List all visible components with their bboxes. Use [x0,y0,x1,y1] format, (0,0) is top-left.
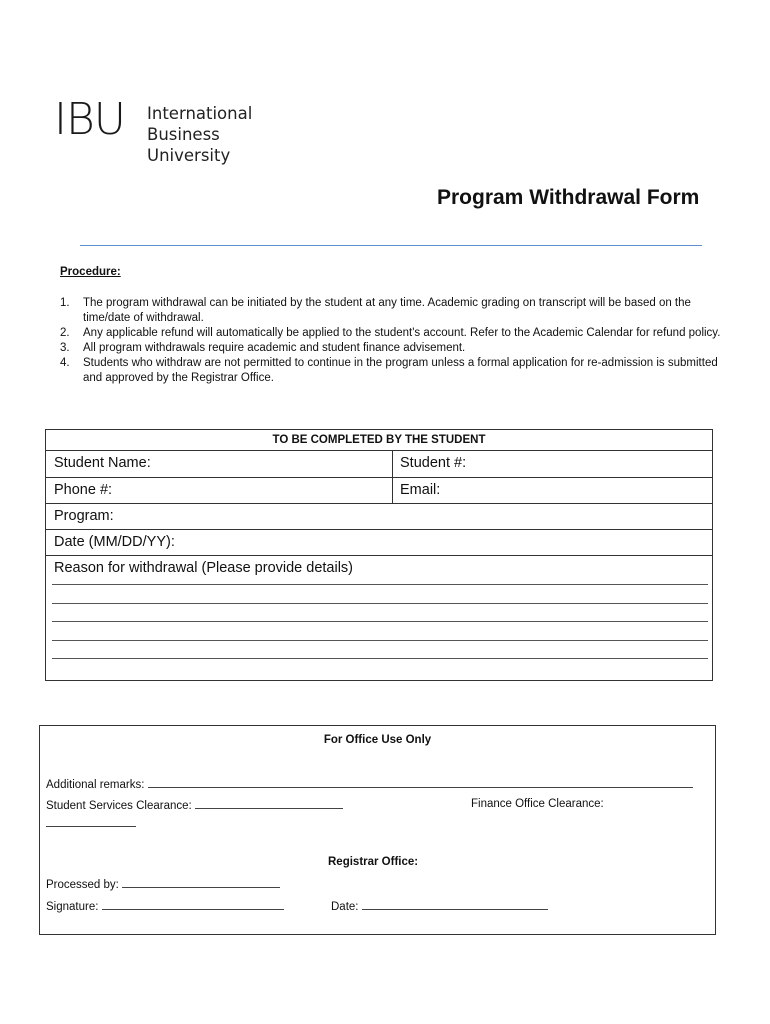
student-services-row [46,798,343,812]
signature-line[interactable] [102,899,284,910]
contact-row [46,478,712,504]
student-name-field[interactable]: Student Name: [46,451,393,477]
reason-block [46,556,712,659]
reason-lines[interactable] [46,578,712,659]
student-services-line[interactable] [195,798,343,809]
phone-field[interactable]: Phone #: [46,478,393,503]
office-section-header: For Office Use Only [323,734,432,746]
name-row [46,451,712,478]
processed-by-line[interactable] [122,877,280,888]
reason-line[interactable] [52,622,708,641]
finance-office-line-row [46,816,136,830]
signature-label: Signature: [46,901,99,913]
procedure-item-number: 2. [60,327,70,339]
ibu-logo-text [147,103,252,166]
procedure-item-text: The program withdrawal can be initiated by the student at any time. Academic grading on transcript will be based on the time/date of withdrawal. [83,297,691,324]
processed-by-label: Processed by: [46,879,119,891]
email-field[interactable]: Email: [400,482,441,498]
office-date-label: Date: [331,901,359,913]
form-title: Program Withdrawal Form [437,186,700,209]
reason-label: Reason for withdrawal (Please provide details) [54,560,354,576]
procedure-item [60,326,730,341]
student-section [45,429,713,681]
logo-line-2: Business [147,125,220,144]
signature-row [46,899,284,913]
procedure-list [60,296,730,386]
procedure-item-text: All program withdrawals require academic and student finance advisement. [83,342,466,354]
additional-remarks-row [46,777,693,791]
reason-line[interactable] [52,641,708,660]
reason-line[interactable] [52,604,708,623]
procedure-item [60,356,730,386]
logo-line-3: University [147,146,231,165]
title-divider [80,245,702,246]
procedure-item-number: 3. [60,342,70,354]
finance-office-label: Finance Office Clearance: [471,798,604,810]
processed-by-row [46,877,280,891]
procedure-item-text: Students who withdraw are not permitted to continue in the program unless a formal application for re-admission is submitted and approved by the Registrar Office. [83,357,718,384]
procedure-item-number: 4. [60,357,70,369]
office-date-row [331,899,548,913]
office-date-line[interactable] [362,899,548,910]
additional-remarks-line[interactable] [148,777,693,788]
registrar-office-heading: Registrar Office: [328,856,419,868]
reason-line[interactable] [52,585,708,604]
program-field[interactable]: Program: [54,508,114,524]
reason-line[interactable] [52,578,708,585]
logo-line-1: International [147,104,253,123]
procedure-item [60,341,730,356]
date-row [46,530,712,556]
student-section-header: TO BE COMPLETED BY THE STUDENT [46,430,712,451]
date-field[interactable]: Date (MM/DD/YY): [54,534,175,550]
additional-remarks-label: Additional remarks: [46,779,145,791]
student-services-label: Student Services Clearance: [46,800,192,812]
procedure-item [60,296,730,326]
finance-office-line[interactable] [46,816,136,827]
student-number-field[interactable]: Student #: [400,455,467,471]
program-row [46,504,712,530]
procedure-item-number: 1. [60,297,70,309]
procedure-item-text: Any applicable refund will automatically be applied to the student's account. Refer to the Academic Calendar for refund policy. [83,327,721,339]
office-use-section [39,725,716,935]
ibu-logo-mark: IBU [54,94,125,145]
procedure-heading: Procedure: [60,266,121,278]
